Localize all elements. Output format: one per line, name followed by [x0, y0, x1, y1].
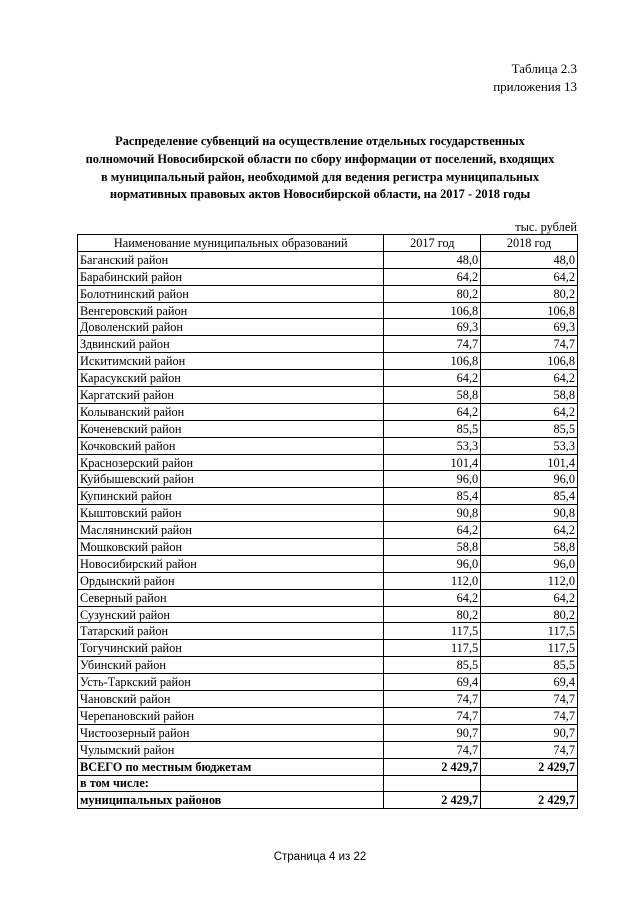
cell-2017: 96,0: [384, 471, 481, 488]
cell-2018: 85,5: [481, 657, 578, 674]
cell-name: Убинский район: [78, 657, 384, 674]
title-line: Распределение субвенций на осуществление отдельных государственных: [115, 134, 525, 148]
cell-2018: 80,2: [481, 285, 578, 302]
cell-2018: 64,2: [481, 268, 578, 285]
table-row: [78, 403, 578, 420]
cell-2017: 64,2: [384, 403, 481, 420]
cell-2017: 106,8: [384, 302, 481, 319]
cell-2017: 80,2: [384, 606, 481, 623]
table-row: [78, 691, 578, 708]
cell-2018: 53,3: [481, 437, 578, 454]
cell-name: Каргатский район: [78, 387, 384, 404]
cell-name: Маслянинский район: [78, 522, 384, 539]
cell-2018: 106,8: [481, 353, 578, 370]
table-row: [78, 454, 578, 471]
table-row: [78, 268, 578, 285]
cell-name: Сузунский район: [78, 606, 384, 623]
cell-2018: 58,8: [481, 387, 578, 404]
table-row: [78, 336, 578, 353]
cell-name: Барабинский район: [78, 268, 384, 285]
table-row: [78, 505, 578, 522]
table-row: [78, 522, 578, 539]
table-reference: [493, 60, 577, 96]
cell-2017: 90,7: [384, 724, 481, 741]
subtotal-row: [78, 792, 578, 809]
total-row: [78, 758, 578, 775]
cell-name: Купинский район: [78, 488, 384, 505]
table-row: [78, 707, 578, 724]
cell-2018: 64,2: [481, 589, 578, 606]
cell-name: Кочковский район: [78, 437, 384, 454]
cell-name: Здвинский район: [78, 336, 384, 353]
empty-cell: [384, 775, 481, 792]
table-row: [78, 370, 578, 387]
table-row: [78, 251, 578, 268]
cell-2017: 117,5: [384, 640, 481, 657]
cell-name: Искитимский район: [78, 353, 384, 370]
cell-name: Мошковский район: [78, 539, 384, 556]
cell-name: Усть-Таркский район: [78, 674, 384, 691]
cell-name: Краснозерский район: [78, 454, 384, 471]
cell-2018: 69,4: [481, 674, 578, 691]
cell-2018: 74,7: [481, 691, 578, 708]
empty-cell: [481, 775, 578, 792]
cell-2017: 101,4: [384, 454, 481, 471]
cell-2017: 69,3: [384, 319, 481, 336]
cell-name: Колыванский район: [78, 403, 384, 420]
cell-2017: 90,8: [384, 505, 481, 522]
cell-name: Венгеровский район: [78, 302, 384, 319]
table-row: [78, 572, 578, 589]
appendix-number: приложения 13: [493, 79, 577, 94]
cell-2018: 90,7: [481, 724, 578, 741]
cell-2018: 106,8: [481, 302, 578, 319]
cell-name: Доволенский район: [78, 319, 384, 336]
including-label: в том числе:: [78, 775, 384, 792]
cell-2018: 112,0: [481, 572, 578, 589]
cell-name: Болотнинский район: [78, 285, 384, 302]
cell-name: Карасукский район: [78, 370, 384, 387]
table-row: [78, 471, 578, 488]
cell-2018: 101,4: [481, 454, 578, 471]
cell-2017: 64,2: [384, 522, 481, 539]
cell-2018: 2 429,7: [481, 792, 578, 809]
title-line: в муниципальный район, необходимой для ведения регистра муниципальных: [100, 169, 540, 184]
table-row: [78, 420, 578, 437]
cell-name: Ордынский район: [78, 572, 384, 589]
table-number: Таблица 2.3: [511, 61, 577, 76]
cell-2017: 2 429,7: [384, 792, 481, 809]
cell-name: Тогучинский район: [78, 640, 384, 657]
cell-name: Северный район: [78, 589, 384, 606]
cell-name: Чистоозерный район: [78, 724, 384, 741]
cell-2018: 90,8: [481, 505, 578, 522]
cell-2017: 74,7: [384, 741, 481, 758]
units-label: тыс. рублей: [515, 220, 577, 234]
cell-2018: 2 429,7: [481, 758, 578, 775]
column-header-name: Наименование муниципальных образований: [78, 235, 384, 252]
cell-2017: 117,5: [384, 623, 481, 640]
table-row: [78, 724, 578, 741]
cell-2018: 80,2: [481, 606, 578, 623]
table-row: [78, 657, 578, 674]
cell-2018: 64,2: [481, 522, 578, 539]
table-row: [78, 640, 578, 657]
cell-2017: 74,7: [384, 691, 481, 708]
cell-2018: 74,7: [481, 707, 578, 724]
cell-2017: 85,4: [384, 488, 481, 505]
table-row: [78, 589, 578, 606]
table-row: [78, 319, 578, 336]
document-title: [60, 133, 580, 204]
table-row: [78, 555, 578, 572]
cell-name: Куйбышевский район: [78, 471, 384, 488]
cell-2017: 64,2: [384, 370, 481, 387]
cell-2017: 53,3: [384, 437, 481, 454]
cell-2017: 48,0: [384, 251, 481, 268]
cell-2017: 74,7: [384, 707, 481, 724]
cell-name: Чулымский район: [78, 741, 384, 758]
table-row: [78, 387, 578, 404]
cell-2018: 64,2: [481, 370, 578, 387]
cell-2017: 64,2: [384, 268, 481, 285]
cell-2017: 80,2: [384, 285, 481, 302]
cell-name: ВСЕГО по местным бюджетам: [78, 758, 384, 775]
table-row: [78, 539, 578, 556]
cell-2018: 74,7: [481, 336, 578, 353]
cell-2017: 58,8: [384, 539, 481, 556]
table-row: [78, 674, 578, 691]
title-line: полномочий Новосибирской области по сбору информации от поселений, входящих: [85, 151, 555, 166]
table-row: [78, 285, 578, 302]
cell-name: Татарский район: [78, 623, 384, 640]
cell-2017: 96,0: [384, 555, 481, 572]
cell-2017: 74,7: [384, 336, 481, 353]
table-header-row: [78, 235, 578, 252]
cell-2017: 69,4: [384, 674, 481, 691]
cell-2017: 85,5: [384, 420, 481, 437]
table-row: [78, 437, 578, 454]
cell-2018: 48,0: [481, 251, 578, 268]
cell-name: Кыштовский район: [78, 505, 384, 522]
cell-2017: 58,8: [384, 387, 481, 404]
cell-name: Чановский район: [78, 691, 384, 708]
cell-2018: 64,2: [481, 403, 578, 420]
cell-name: Баганский район: [78, 251, 384, 268]
table-row: [78, 353, 578, 370]
cell-name: Коченевский район: [78, 420, 384, 437]
cell-2017: 85,5: [384, 657, 481, 674]
cell-2018: 117,5: [481, 623, 578, 640]
title-line: нормативных правовых актов Новосибирской области, на 2017 - 2018 годы: [109, 187, 531, 202]
cell-2018: 96,0: [481, 555, 578, 572]
cell-name: Черепановский район: [78, 707, 384, 724]
table-row: [78, 741, 578, 758]
cell-2018: 74,7: [481, 741, 578, 758]
cell-2018: 69,3: [481, 319, 578, 336]
including-row: [78, 775, 578, 792]
cell-2018: 85,5: [481, 420, 578, 437]
cell-2017: 112,0: [384, 572, 481, 589]
cell-2018: 96,0: [481, 471, 578, 488]
cell-2018: 58,8: [481, 539, 578, 556]
cell-2018: 85,4: [481, 488, 578, 505]
subsidy-table: [77, 234, 578, 809]
page-number: Страница 4 из 22: [273, 851, 367, 863]
cell-name: Новосибирский район: [78, 555, 384, 572]
cell-2018: 117,5: [481, 640, 578, 657]
cell-2017: 106,8: [384, 353, 481, 370]
table-row: [78, 623, 578, 640]
table-row: [78, 606, 578, 623]
table-row: [78, 488, 578, 505]
cell-2017: 64,2: [384, 589, 481, 606]
column-header-2018: 2018 год: [481, 235, 578, 252]
table-row: [78, 302, 578, 319]
cell-2017: 2 429,7: [384, 758, 481, 775]
column-header-2017: 2017 год: [384, 235, 481, 252]
cell-name: муниципальных районов: [78, 792, 384, 809]
